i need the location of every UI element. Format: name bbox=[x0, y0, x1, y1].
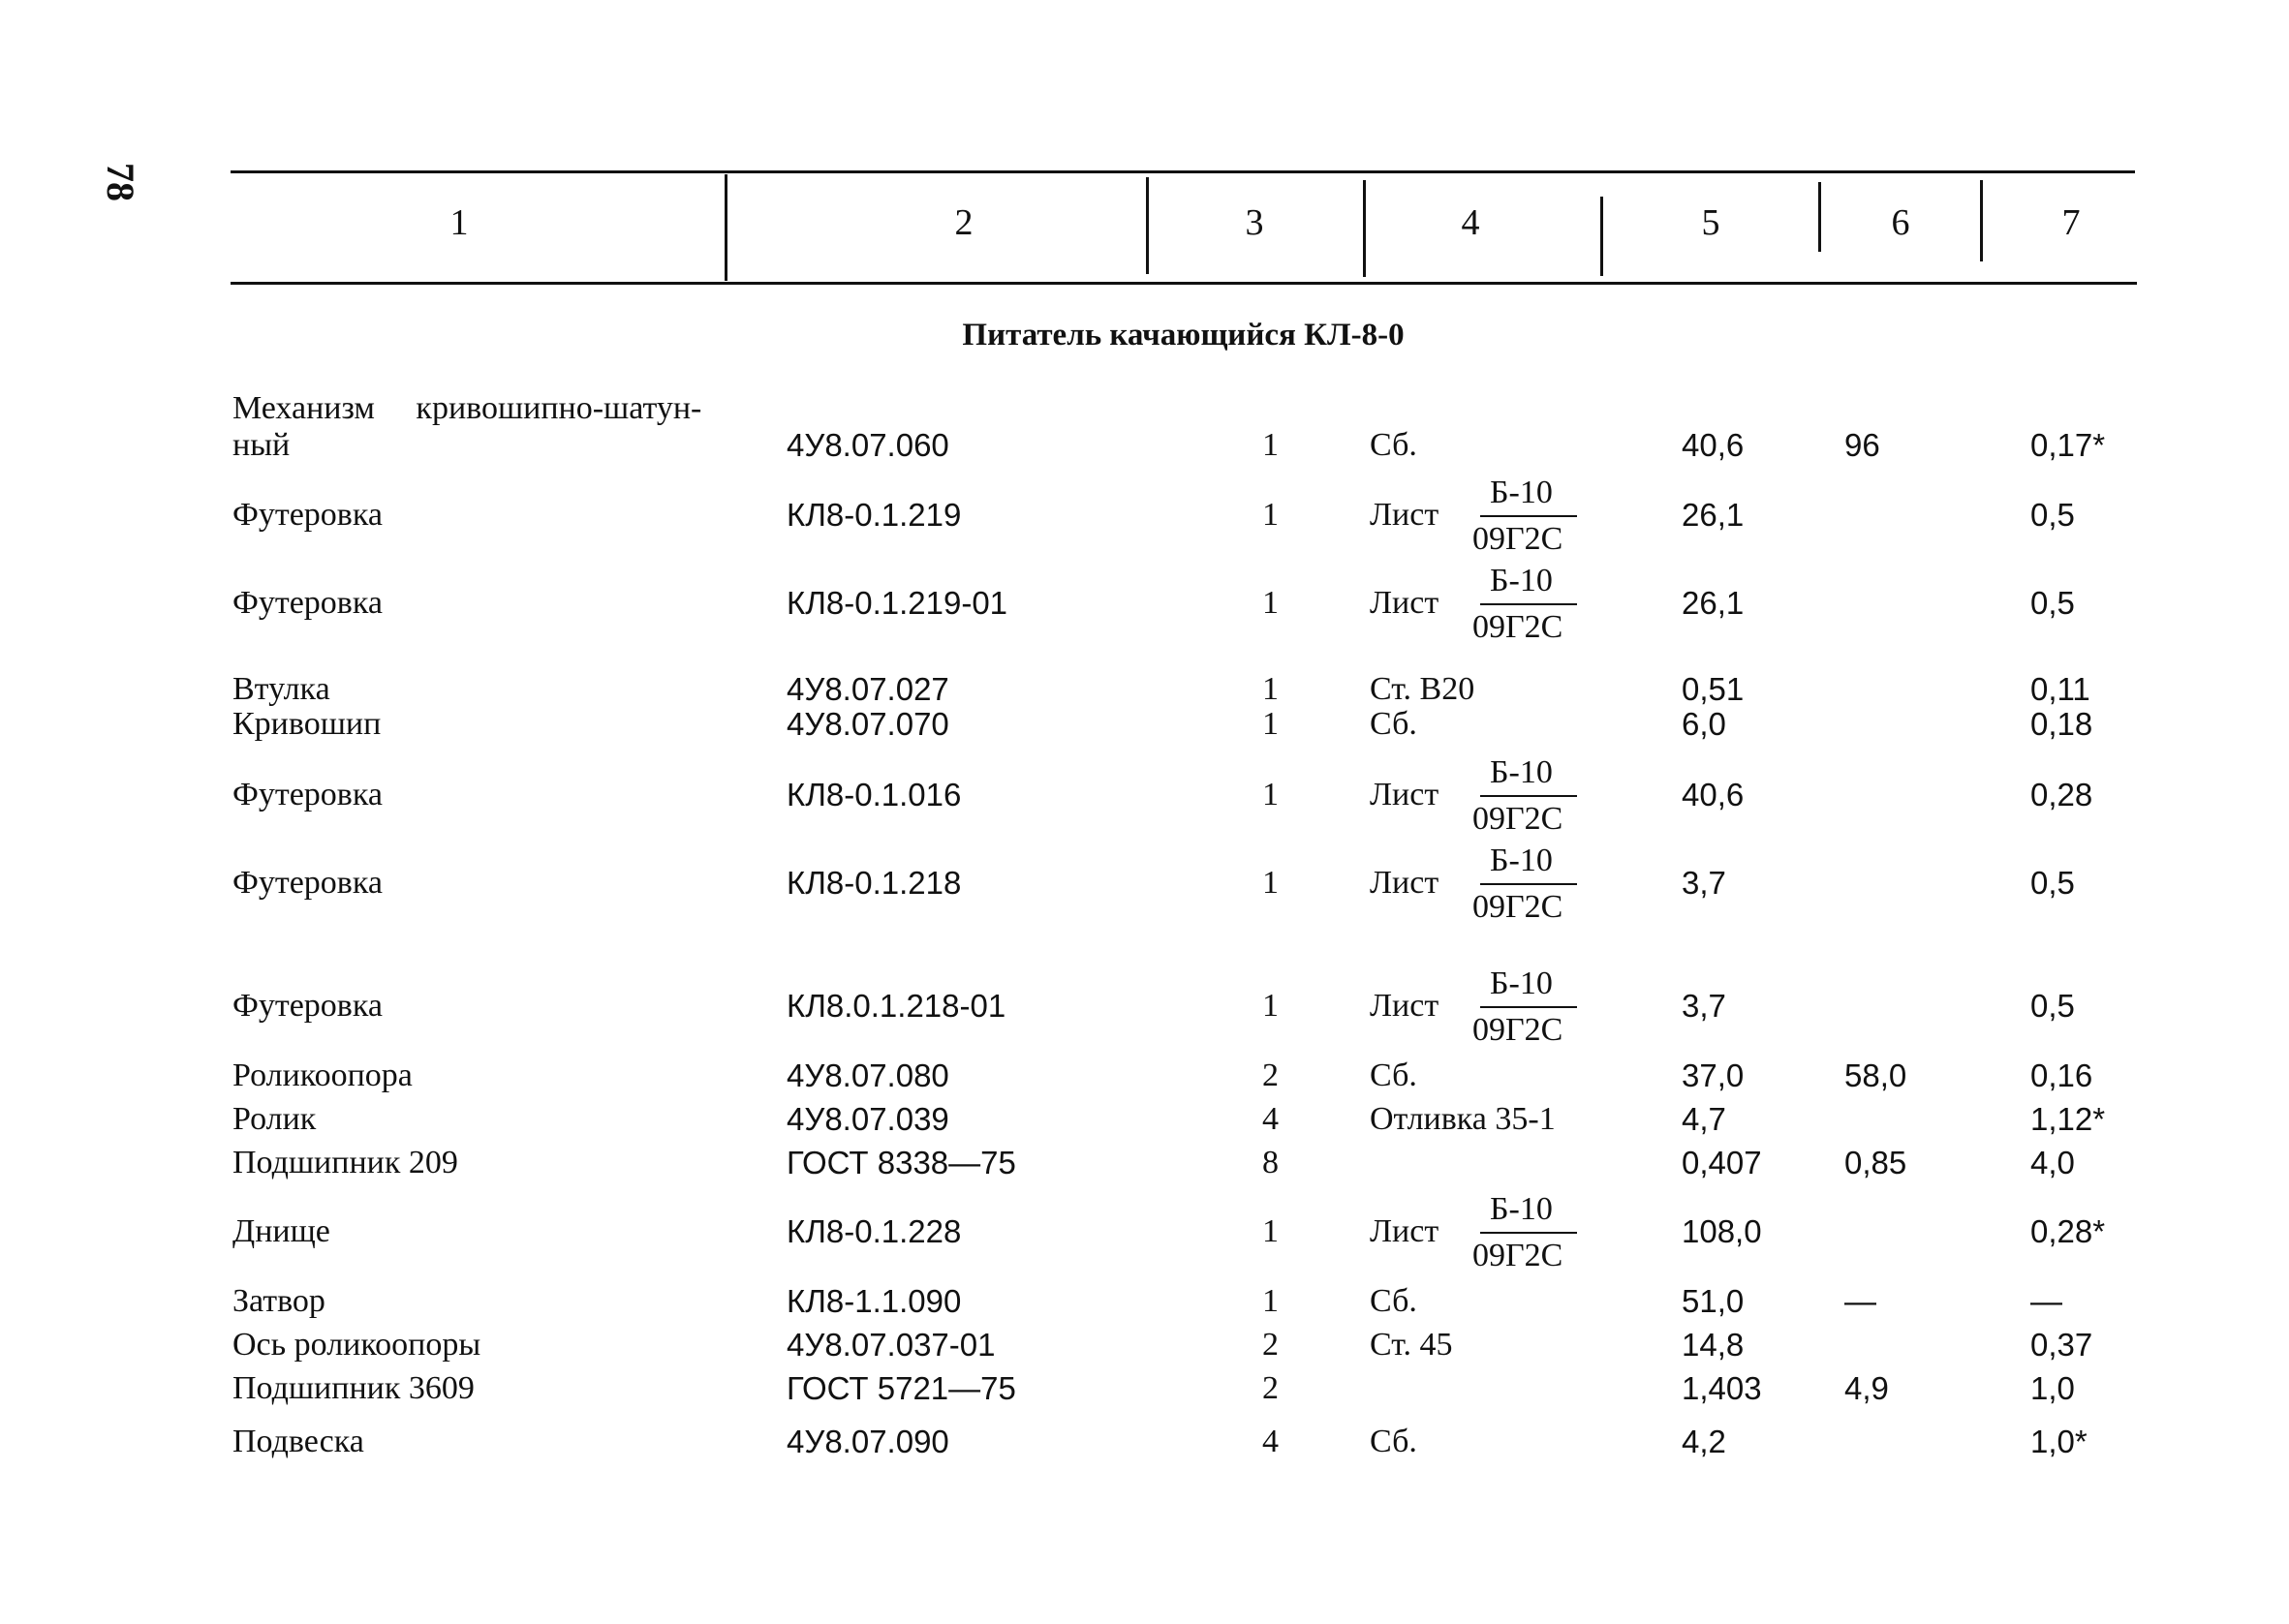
item-name: Подшипник 209 bbox=[232, 1145, 458, 1180]
item-quantity: 4 bbox=[1262, 1424, 1279, 1459]
item-designation: 4У8.07.060 bbox=[787, 427, 949, 463]
item-quantity: 1 bbox=[1262, 1213, 1279, 1249]
item-designation: 4У8.07.070 bbox=[787, 706, 949, 742]
item-name: Кривошип bbox=[232, 706, 382, 742]
item-value-col5: 26,1 bbox=[1682, 585, 1745, 621]
material-steel-grade: 09Г2С bbox=[1472, 1012, 1563, 1048]
item-designation: КЛ8-0.1.219 bbox=[787, 497, 962, 533]
item-value-col7: 0,37 bbox=[2030, 1327, 2093, 1363]
material-steel-grade: 09Г2С bbox=[1472, 889, 1563, 925]
item-material: Сб. bbox=[1370, 1424, 1417, 1459]
item-quantity: 1 bbox=[1262, 427, 1279, 463]
item-quantity: 8 bbox=[1262, 1145, 1279, 1180]
item-value-col6: 4,9 bbox=[1844, 1370, 1889, 1406]
item-value-col5: 51,0 bbox=[1682, 1283, 1745, 1319]
column-header-1: 1 bbox=[449, 202, 469, 243]
item-value-col5: 4,2 bbox=[1682, 1424, 1726, 1459]
section-title: Питатель качающийся КЛ-8-0 bbox=[962, 318, 1405, 352]
item-value-col5: 0,51 bbox=[1682, 671, 1745, 707]
item-value-col5: 0,407 bbox=[1682, 1145, 1762, 1180]
item-value-col6: — bbox=[1844, 1283, 1876, 1319]
item-quantity: 1 bbox=[1262, 988, 1279, 1024]
item-value-col5: 6,0 bbox=[1682, 706, 1726, 742]
material-steel-grade: 09Г2С bbox=[1472, 521, 1563, 557]
item-value-col7: 0,17* bbox=[2030, 427, 2106, 463]
item-designation: 4У8.07.080 bbox=[787, 1057, 949, 1093]
page-number: 78 bbox=[99, 163, 142, 201]
fraction-bar bbox=[1480, 603, 1577, 605]
item-name: Футеровка bbox=[232, 585, 383, 621]
table-header-bottom-rule bbox=[231, 282, 2137, 285]
column-header-7: 7 bbox=[2061, 202, 2081, 243]
item-designation: 4У8.07.090 bbox=[787, 1424, 949, 1459]
item-material: Сб. bbox=[1370, 706, 1417, 742]
item-value-col5: 4,7 bbox=[1682, 1101, 1726, 1137]
item-value-col5: 40,6 bbox=[1682, 427, 1745, 463]
item-name-continued: ный bbox=[232, 427, 291, 463]
item-value-col5: 3,7 bbox=[1682, 988, 1726, 1024]
item-material: Сб. bbox=[1370, 1283, 1417, 1319]
material-steel-grade: 09Г2С bbox=[1472, 609, 1563, 645]
fraction-bar bbox=[1480, 795, 1577, 797]
item-material: Лист bbox=[1370, 1213, 1439, 1249]
column-divider bbox=[1600, 197, 1603, 276]
column-header-3: 3 bbox=[1245, 202, 1264, 243]
item-quantity: 2 bbox=[1262, 1057, 1279, 1093]
item-value-col7: 0,28 bbox=[2030, 777, 2093, 812]
item-value-col7: 1,0* bbox=[2030, 1424, 2088, 1459]
fraction-bar bbox=[1480, 515, 1577, 517]
item-name: Затвор bbox=[232, 1283, 325, 1319]
item-quantity: 1 bbox=[1262, 585, 1279, 621]
fraction-bar bbox=[1480, 1006, 1577, 1008]
item-name: Подшипник 3609 bbox=[232, 1370, 475, 1406]
item-name: Днище bbox=[232, 1213, 330, 1249]
item-designation: 4У8.07.027 bbox=[787, 671, 949, 707]
item-value-col7: 0,16 bbox=[2030, 1057, 2093, 1093]
item-value-col5: 14,8 bbox=[1682, 1327, 1745, 1363]
item-name: Механизм кривошипно-шатун- bbox=[232, 390, 702, 426]
column-header-4: 4 bbox=[1461, 202, 1480, 243]
fraction-bar bbox=[1480, 1232, 1577, 1234]
material-steel-grade: 09Г2С bbox=[1472, 1238, 1563, 1273]
item-name: Роликоопора bbox=[232, 1057, 413, 1093]
item-quantity: 1 bbox=[1262, 497, 1279, 533]
item-name: Футеровка bbox=[232, 865, 383, 901]
column-divider bbox=[1818, 182, 1821, 252]
item-value-col7: 0,5 bbox=[2030, 988, 2075, 1024]
item-value-col7: 1,0 bbox=[2030, 1370, 2075, 1406]
item-value-col5: 108,0 bbox=[1682, 1213, 1762, 1249]
item-name: Ролик bbox=[232, 1101, 317, 1137]
item-value-col5: 1,403 bbox=[1682, 1370, 1762, 1406]
column-divider bbox=[1146, 177, 1149, 274]
item-value-col7: 1,12* bbox=[2030, 1101, 2106, 1137]
item-value-col7: 0,5 bbox=[2030, 585, 2075, 621]
material-thickness: Б-10 bbox=[1490, 754, 1553, 790]
column-header-5: 5 bbox=[1701, 202, 1720, 243]
item-material: Лист bbox=[1370, 585, 1439, 621]
table-top-rule bbox=[231, 170, 2135, 173]
item-value-col7: 0,5 bbox=[2030, 497, 2075, 533]
item-value-col5: 37,0 bbox=[1682, 1057, 1745, 1093]
item-material: Ст. 45 bbox=[1370, 1327, 1453, 1363]
item-material: Лист bbox=[1370, 777, 1439, 812]
item-quantity: 1 bbox=[1262, 671, 1279, 707]
item-quantity: 2 bbox=[1262, 1327, 1279, 1363]
item-value-col6: 96 bbox=[1844, 427, 1880, 463]
item-designation: КЛ8.0.1.218-01 bbox=[787, 988, 1006, 1024]
item-name: Подвеска bbox=[232, 1424, 364, 1459]
item-material: Отливка 35-1 bbox=[1370, 1101, 1556, 1137]
material-thickness: Б-10 bbox=[1490, 965, 1553, 1001]
item-value-col5: 26,1 bbox=[1682, 497, 1745, 533]
material-thickness: Б-10 bbox=[1490, 563, 1553, 598]
item-quantity: 1 bbox=[1262, 706, 1279, 742]
item-value-col5: 40,6 bbox=[1682, 777, 1745, 812]
item-designation: КЛ8-0.1.218 bbox=[787, 865, 962, 901]
item-value-col5: 3,7 bbox=[1682, 865, 1726, 901]
item-designation: 4У8.07.037-01 bbox=[787, 1327, 996, 1363]
item-quantity: 2 bbox=[1262, 1370, 1279, 1406]
item-value-col7: 0,5 bbox=[2030, 865, 2075, 901]
material-steel-grade: 09Г2С bbox=[1472, 801, 1563, 837]
column-divider bbox=[1363, 180, 1366, 277]
item-value-col6: 0,85 bbox=[1844, 1145, 1907, 1180]
item-name: Футеровка bbox=[232, 777, 383, 812]
item-designation: ГОСТ 5721—75 bbox=[787, 1370, 1016, 1406]
item-material: Лист bbox=[1370, 865, 1439, 901]
item-designation: КЛ8-0.1.228 bbox=[787, 1213, 962, 1249]
item-quantity: 4 bbox=[1262, 1101, 1279, 1137]
item-name: Футеровка bbox=[232, 988, 383, 1024]
item-quantity: 1 bbox=[1262, 777, 1279, 812]
column-divider bbox=[1980, 180, 1983, 261]
item-value-col7: 0,28* bbox=[2030, 1213, 2106, 1249]
item-designation: КЛ8-1.1.090 bbox=[787, 1283, 962, 1319]
item-material: Ст. В20 bbox=[1370, 671, 1475, 707]
item-name: Втулка bbox=[232, 671, 330, 707]
item-value-col7: 0,11 bbox=[2030, 671, 2090, 707]
column-header-6: 6 bbox=[1891, 202, 1910, 243]
item-designation: КЛ8-0.1.016 bbox=[787, 777, 962, 812]
item-name: Футеровка bbox=[232, 497, 383, 533]
column-divider bbox=[725, 174, 727, 281]
item-material: Сб. bbox=[1370, 1057, 1417, 1093]
item-material: Сб. bbox=[1370, 427, 1417, 463]
column-header-2: 2 bbox=[954, 202, 974, 243]
item-designation: КЛ8-0.1.219-01 bbox=[787, 585, 1008, 621]
item-value-col6: 58,0 bbox=[1844, 1057, 1907, 1093]
item-quantity: 1 bbox=[1262, 1283, 1279, 1319]
item-designation: 4У8.07.039 bbox=[787, 1101, 949, 1137]
item-value-col7: — bbox=[2030, 1283, 2062, 1319]
material-thickness: Б-10 bbox=[1490, 475, 1553, 510]
item-designation: ГОСТ 8338—75 bbox=[787, 1145, 1016, 1180]
item-value-col7: 4,0 bbox=[2030, 1145, 2075, 1180]
item-quantity: 1 bbox=[1262, 865, 1279, 901]
item-value-col7: 0,18 bbox=[2030, 706, 2093, 742]
item-name: Ось роликоопоры bbox=[232, 1327, 481, 1363]
item-material: Лист bbox=[1370, 497, 1439, 533]
material-thickness: Б-10 bbox=[1490, 843, 1553, 878]
fraction-bar bbox=[1480, 883, 1577, 885]
item-material: Лист bbox=[1370, 988, 1439, 1024]
material-thickness: Б-10 bbox=[1490, 1191, 1553, 1227]
